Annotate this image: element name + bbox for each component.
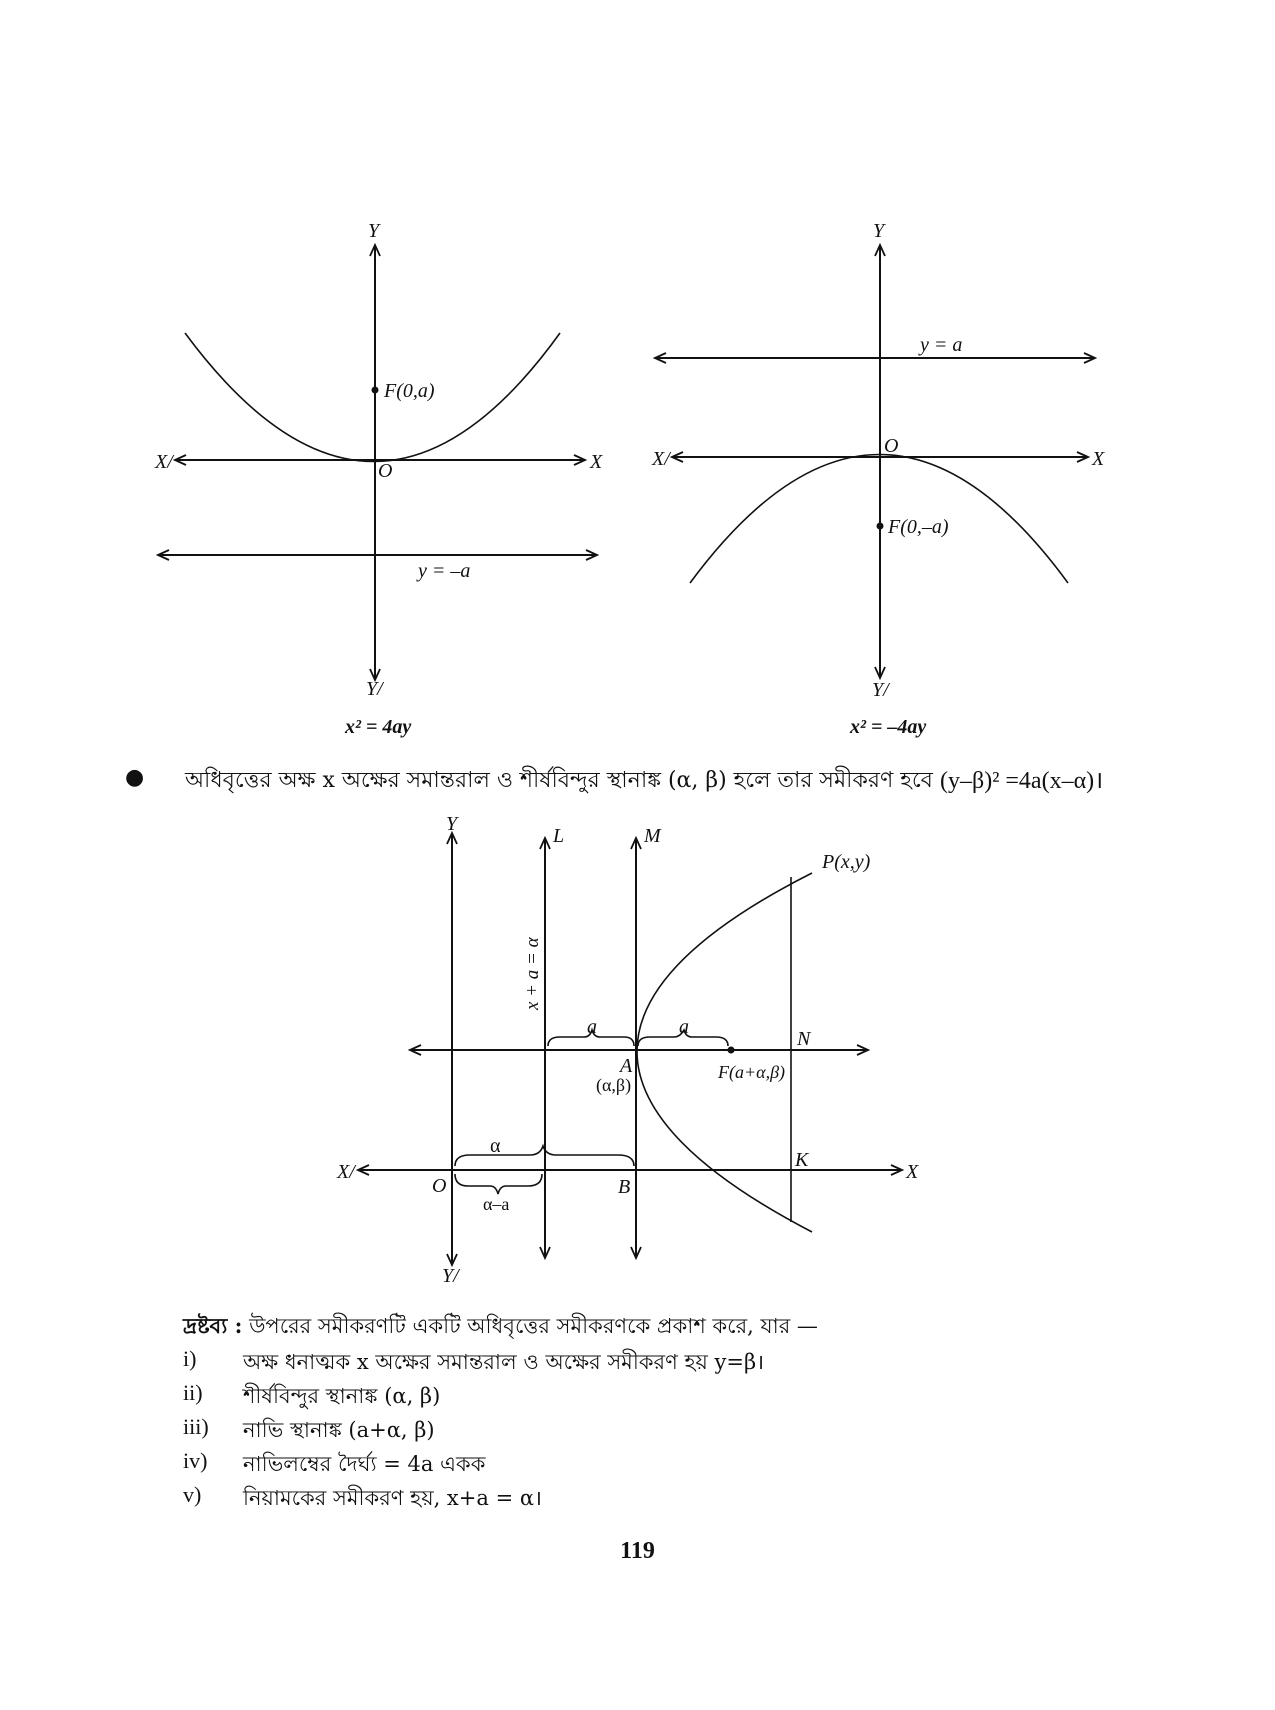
label-origin: O xyxy=(378,460,393,482)
list-item-text: অক্ষ ধনাত্মক x অক্ষের সমান্তরাল ও অক্ষের সমীকরণ হয় y=β। xyxy=(243,1350,765,1374)
bullet-icon: ● xyxy=(125,765,145,790)
label-origin: O xyxy=(432,1175,447,1197)
label-M: M xyxy=(644,825,661,847)
note-heading-line xyxy=(183,1310,818,1345)
label-x-right: X xyxy=(590,451,603,473)
list-item-text: শীর্ষবিন্দুর স্থানাঙ্ক (α, β) xyxy=(243,1384,441,1408)
label-focus: F(0,a) xyxy=(384,380,435,402)
label-y-bottom: Y/ xyxy=(872,679,889,701)
label-directrix: x + a = α xyxy=(522,937,543,1010)
list-item-number: i) xyxy=(183,1346,197,1371)
list-item-number: iii) xyxy=(183,1414,209,1439)
brace-alpha-minus-a xyxy=(455,1174,542,1194)
label-x-left: X/ xyxy=(337,1161,355,1183)
list-item-number: ii) xyxy=(183,1380,203,1405)
note-intro: উপরের সমীকরণটি একটি অধিবৃত্তের সমীকরণকে প্রকাশ করে, যার — xyxy=(249,1314,818,1338)
label-x-right: X xyxy=(906,1161,919,1183)
label-L: L xyxy=(553,825,565,847)
label-origin: O xyxy=(884,435,899,457)
label-focus: F(a+α,β) xyxy=(718,1062,786,1082)
list-item-text: নাভি স্থানাঙ্ক (a+α, β) xyxy=(243,1418,435,1442)
label-x-left: X/ xyxy=(652,448,670,470)
label-B: B xyxy=(618,1176,631,1198)
list-item-text: নিয়ামকের সমীকরণ হয়, x+a = α। xyxy=(243,1486,542,1510)
figure-caption: x² = 4ay xyxy=(345,716,412,738)
label-y-bottom: Y/ xyxy=(366,678,383,700)
label-x-right: X xyxy=(1092,448,1105,470)
label-y-top: Y xyxy=(446,813,458,835)
label-A-coord: (α,β) xyxy=(596,1075,632,1095)
label-y-top: Y xyxy=(368,220,380,242)
label-a-left: a xyxy=(587,1016,597,1038)
label-y-bottom: Y/ xyxy=(442,1265,459,1287)
note-heading: দ্রষ্টব্য : xyxy=(183,1313,243,1338)
label-x-left: X/ xyxy=(155,451,173,473)
bullet-equation: (y–β)² =4a(x–α)। xyxy=(940,768,1104,794)
label-directrix: y = a xyxy=(920,334,963,356)
label-y-top: Y xyxy=(873,220,885,242)
list-item-number: iv) xyxy=(183,1448,208,1473)
label-N: N xyxy=(797,1028,811,1050)
list-item-text: নাভিলম্বের দৈর্ঘ্য = 4a একক xyxy=(243,1452,486,1476)
page-number: 119 xyxy=(620,1538,655,1564)
parabola-curve xyxy=(637,873,812,1232)
focus-point xyxy=(728,1047,735,1054)
label-alpha: α xyxy=(490,1135,501,1157)
label-directrix: y = –a xyxy=(418,560,471,582)
label-A: A xyxy=(620,1055,633,1077)
figure-caption: x² = –4ay xyxy=(850,716,927,738)
bullet-text: অধিবৃত্তের অক্ষ x অক্ষের সমান্তরাল ও শীর্ষবিন্দুর স্থানাঙ্ক (α, β) হলে তার সমীকরণ হবে xyxy=(185,768,933,793)
list-item-number: v) xyxy=(183,1482,202,1507)
label-P: P(x,y) xyxy=(822,851,871,873)
label-alpha-minus-a: α–a xyxy=(483,1194,510,1214)
label-focus: F(0,–a) xyxy=(888,516,949,538)
label-a-right: a xyxy=(679,1016,689,1038)
label-K: K xyxy=(795,1149,809,1171)
